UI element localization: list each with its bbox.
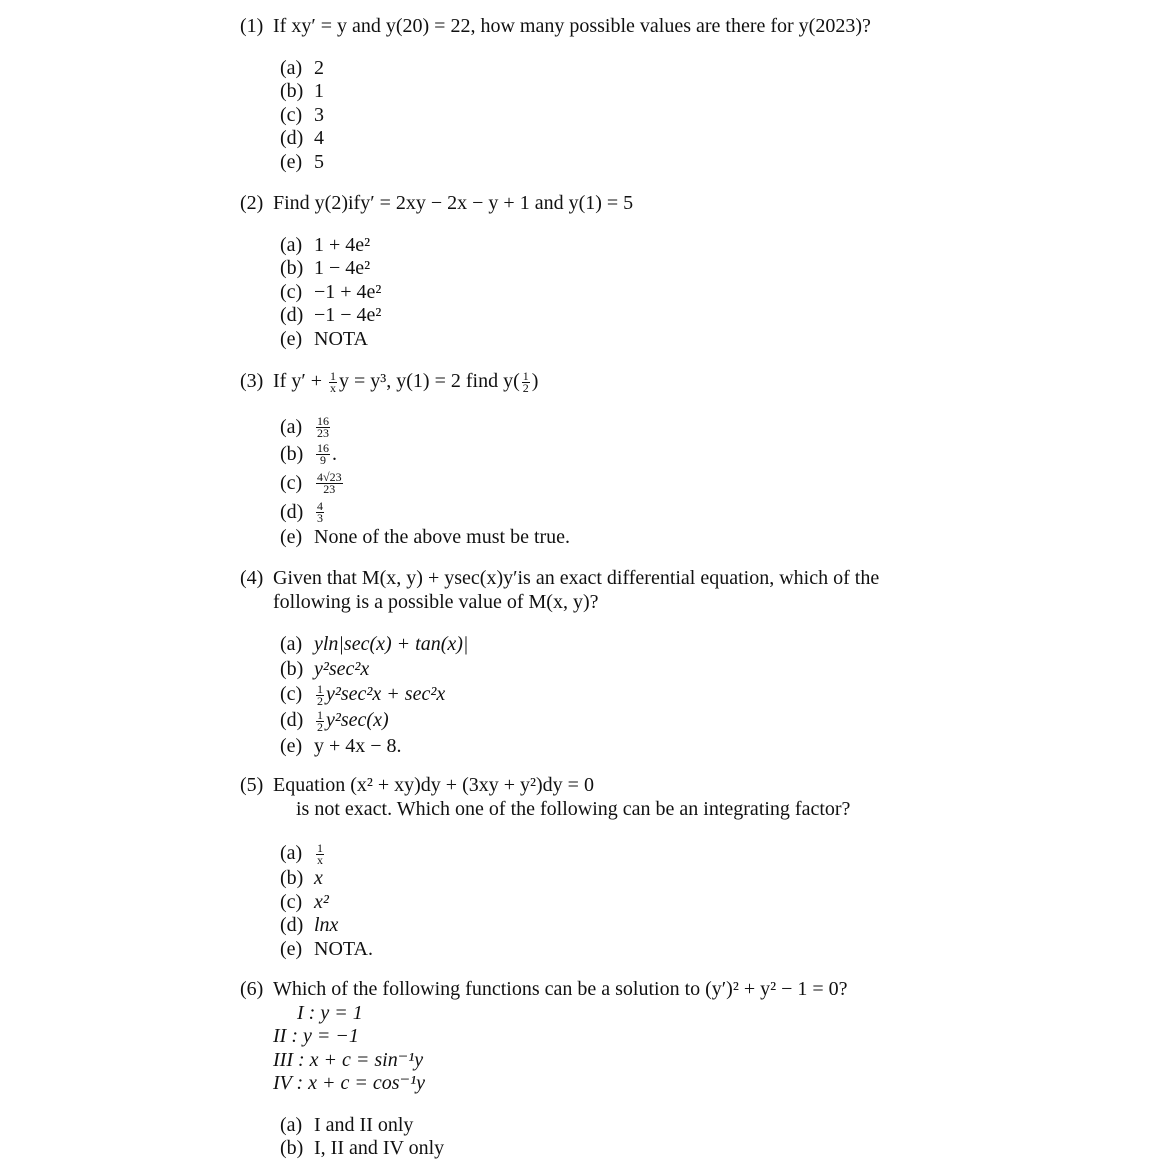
question-text: If y′ + $\frac{1}{x}$ y = y³, y(1) = 2 find y( $\frac{1}{2}$ )	[273, 368, 539, 395]
option-item: (e) NOTA	[280, 327, 368, 350]
options-list	[280, 414, 940, 550]
option-item: (d) −1 − 4e²	[280, 304, 382, 326]
option-item: (c) 3	[280, 103, 324, 126]
option-item: (e) NOTA.	[280, 937, 373, 960]
option-item: (d) 4	[280, 127, 324, 149]
option-item: (a) $\frac{1}{x}$	[280, 840, 323, 867]
option-item: (c) $\frac{4√23}{23}$	[280, 469, 342, 496]
options-list	[280, 841, 940, 961]
question-3	[240, 370, 940, 549]
option-item: (b) 1	[280, 80, 324, 102]
question-text: If xy′ = y and y(20) = 22, how many possible values are there for y(2023)?	[273, 15, 871, 37]
option-item: (d) $\frac{1}{2}$ y²sec(x)	[280, 707, 389, 734]
option-item: (e) 5	[280, 150, 324, 173]
question-number: (2)	[240, 192, 264, 214]
option-item: (a) I and II only	[280, 1113, 414, 1136]
question-number: (1)	[240, 15, 264, 37]
option-item: (b) y²sec²x	[280, 657, 370, 680]
question-6	[240, 978, 940, 1161]
options-list	[280, 632, 940, 759]
option-item: (c) x²	[280, 890, 329, 913]
question-number: (4)	[240, 567, 264, 589]
question-number: (5)	[240, 774, 264, 796]
question-text: Equation (x² + xy)dy + (3xy + y²)dy = 0 is not exact. Which one of the following can be an integrating factor?	[273, 774, 851, 820]
option-item: (e) None of the above must be true.	[280, 525, 571, 548]
question-text: Given that M(x, y) + ysec(x)y′is an exact differential equation, which of the following is a possible value of M(x, y)?	[273, 567, 880, 613]
statement-item: III : x + c = sin⁻¹y	[273, 1048, 424, 1071]
question-stem	[240, 192, 940, 216]
question-4	[240, 567, 940, 759]
statements-list	[240, 1002, 940, 1096]
question-1	[240, 15, 940, 174]
option-item: (b) I, II and IV only	[280, 1137, 445, 1159]
question-text: Find y(2)ify′ = 2xy − 2x − y + 1 and y(1) = 5	[273, 192, 634, 214]
question-text: Which of the following functions can be a solution to (y′)² + y² − 1 = 0?	[273, 978, 848, 1000]
question-stem	[240, 567, 940, 614]
fraction: $\frac{1}{x}$	[329, 368, 336, 395]
question-number: (6)	[240, 978, 264, 1000]
options-list	[280, 57, 940, 175]
question-stem	[240, 978, 940, 1002]
statement-item: II : y = −1	[273, 1025, 359, 1047]
statement-item: IV : x + c = cos⁻¹y	[273, 1072, 426, 1094]
option-item: (a) 2	[280, 56, 324, 79]
option-item: (a) 1 + 4e²	[280, 233, 371, 256]
option-item: (d) lnx	[280, 914, 339, 936]
option-item: (b) $\frac{16}{9}$ .	[280, 440, 337, 467]
option-item: (b) 1 − 4e²	[280, 257, 371, 279]
option-item: (c) −1 + 4e²	[280, 280, 382, 303]
option-item: (e) y + 4x − 8.	[280, 734, 402, 757]
option-item: (c) $\frac{1}{2}$ y²sec²x + sec²x	[280, 681, 446, 708]
question-stem	[240, 370, 940, 394]
statement-item: I : y = 1	[297, 1001, 363, 1024]
question-stem	[240, 774, 940, 821]
option-item: (a) yln|sec(x) + tan(x)|	[280, 632, 469, 655]
option-item: (d) $\frac{4}{3}$	[280, 498, 323, 525]
question-2	[240, 192, 940, 351]
option-item: (b) x	[280, 867, 323, 889]
question-5	[240, 774, 940, 961]
question-number: (3)	[240, 370, 264, 392]
fraction: $\frac{1}{2}$	[522, 368, 529, 395]
option-item: (a) $\frac{16}{23}$	[280, 413, 329, 440]
options-list	[280, 1114, 940, 1161]
question-stem	[240, 15, 940, 39]
options-list	[280, 234, 940, 352]
